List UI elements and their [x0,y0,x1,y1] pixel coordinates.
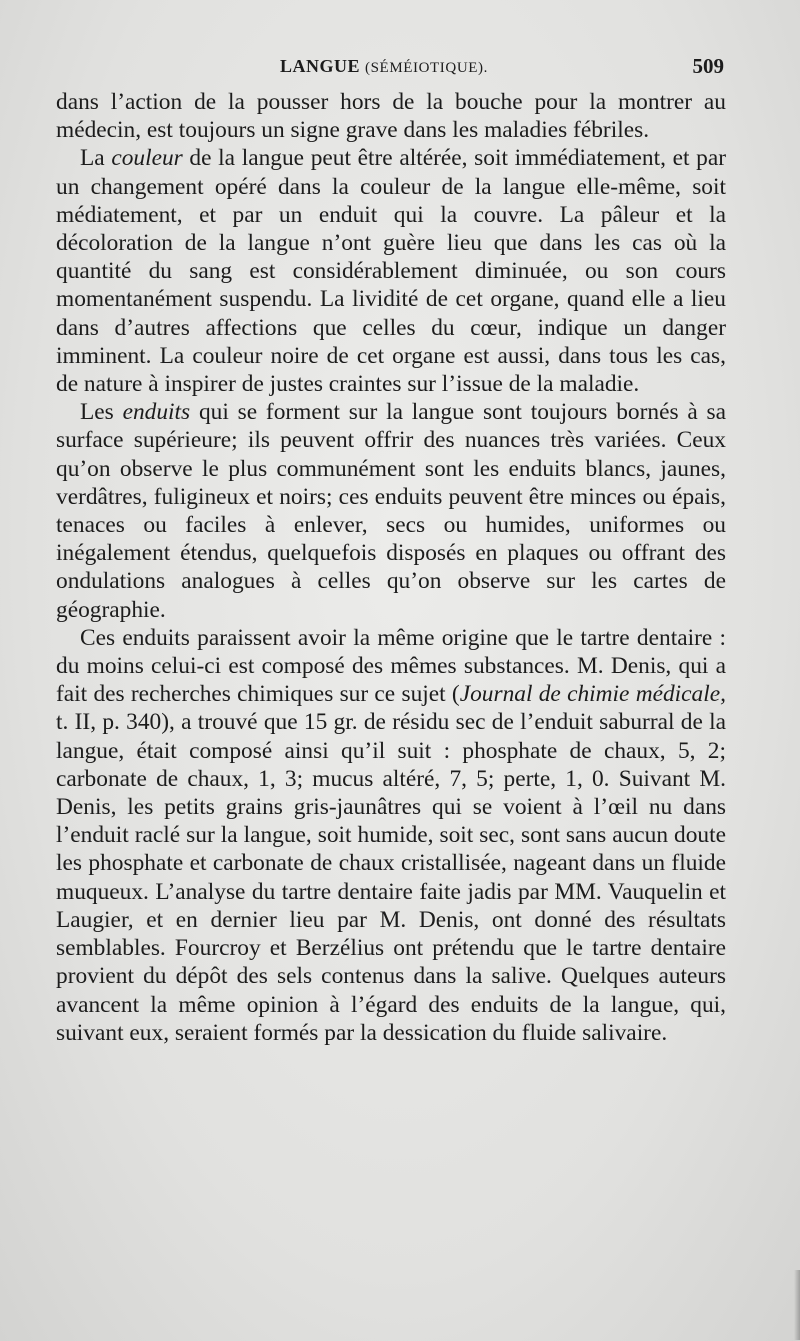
text-segment: dans l’action de la pousser hors de la bouche pour la montrer au médecin, est toujours un signe grave dans les maladies fébriles. [56,89,726,144]
page-edge-shadow [794,1270,800,1340]
text-segment: qui se forment sur la langue sont toujours bornés à sa surface supérieure; ils peuvent offrir des nuances très variées. Ceux qu’on observe le plus communément sont les enduits blancs, jaunes, verdâtres, fuligineux et noirs; ces enduits peuvent être minces ou épais, tenaces ou faciles à enlever, secs ou humides, uniformes ou inégalement étendus, quelquefois disposés en plaques ou offrant des ondulations analogues à celles qu’on observe sur les cartes de géographie. [56,399,727,623]
running-title [280,56,488,77]
paragraph [56,398,726,624]
running-title-main: LANGUE [280,56,361,76]
book-page [56,48,726,1047]
italic-text: couleur [111,145,183,172]
italic-text: Journal de chimie médicale, [459,681,726,708]
body-text [56,88,726,1047]
page-number: 509 [692,54,724,78]
paragraph [56,624,726,1047]
italic-text: enduits [122,399,191,426]
text-segment: Les [80,399,123,426]
text-segment: Ces enduits paraissent avoir la même origine que le tartre dentaire : du moins celui-ci est composé des mêmes substances. M. Denis, qui a fait des recherches chimiques sur ce sujet ( [56,624,726,708]
paragraph [56,88,726,144]
text-segment: La [80,145,112,172]
text-segment: t. II, p. 340), a trouvé que 15 gr. de résidu sec de l’enduit saburral de la langue, était composé ainsi qu’il suit : phosphate de chaux, 5, 2; carbonate de chaux, 1, 3; mucus altéré, 7, 5; perte, 1, 0. Suivant M. Denis, les petits grains gris-jaunâtres qui se voient à l’œil nu dans l’enduit raclé sur la langue, soit humide, soit sec, sont sans aucun doute les phosphate et carbonate de chaux cristallisée, nageant dans un fluide muqueux. L’analyse du tartre dentaire faite jadis par MM. Vauquelin et Laugier, et en dernier lieu par M. Denis, ont donné des résultats semblables. Fourcroy et Berzélius ont prétendu que le tartre dentaire provient du dépôt des sels contenus dans la salive. Quelques auteurs avancent la même opinion à l’égard des enduits de la langue, qui, suivant eux, seraient formés par la dessication du fluide salivaire. [56,709,726,1046]
paragraph [56,144,726,398]
text-segment: de la langue peut être altérée, soit immédiatement, et par un changement opéré dans la couleur de la langue elle-même, soit médiatement, et par un enduit qui la couvre. La pâleur et la décoloration de la langue n’ont guère lieu que dans les cas où la quantité du sang est considérablement diminuée, ou son cours momentanément suspendu. La lividité de cet organe, quand elle a lieu dans d’autres affections que celles du cœur, indique un danger imminent. La couleur noire de cet organe est aussi, dans tous les cas, de nature à inspirer de justes craintes sur l’issue de la maladie. [56,145,726,398]
page-header [56,48,726,88]
running-title-sub: (SÉMÉIOTIQUE). [365,60,488,76]
